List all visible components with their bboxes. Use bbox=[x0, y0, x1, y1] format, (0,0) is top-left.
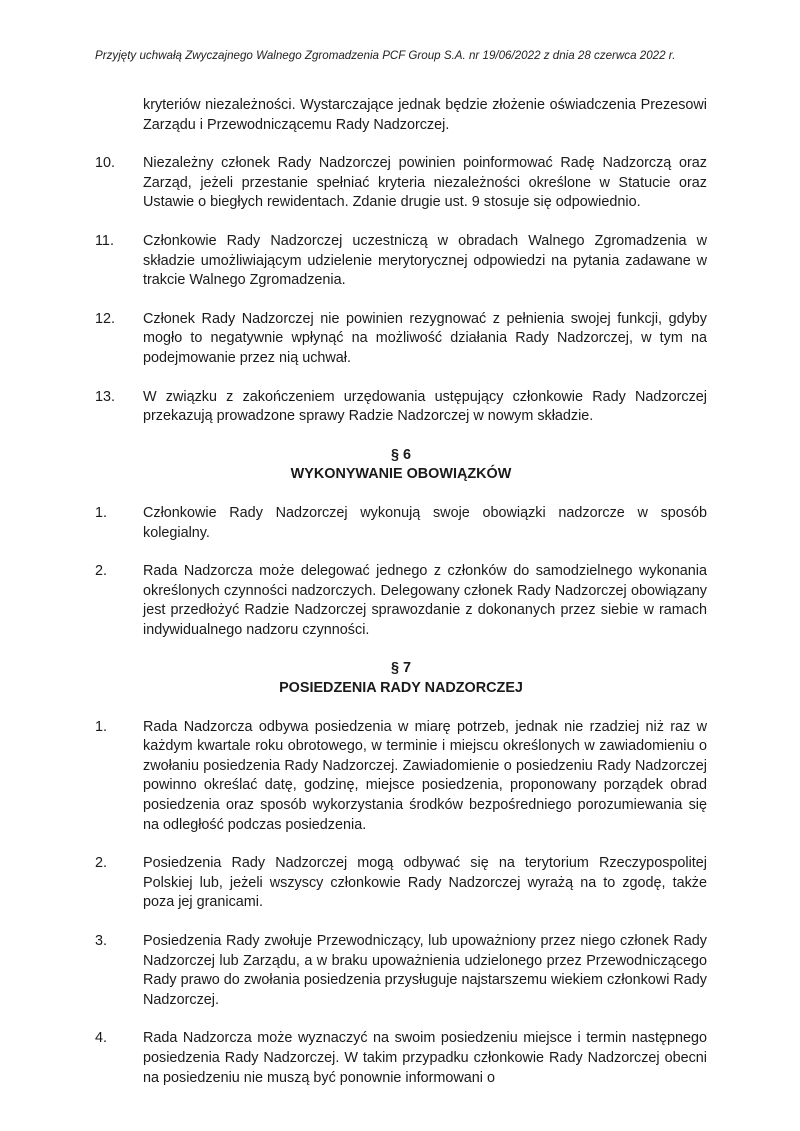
list-item bbox=[95, 154, 707, 213]
document-body bbox=[95, 96, 707, 1107]
item-number: 2. bbox=[95, 855, 108, 872]
item-text: Rada Nadzorcza może wyznaczyć na swoim posiedzeniu miejsce i termin następnego posiedzenia Rady Nadzorczej. W takim przypadku członkowie Rady Nadzorczej obecni na posiedzeniu nie muszą być ponownie informowani o bbox=[143, 1030, 707, 1086]
item-number: 1. bbox=[95, 718, 108, 735]
item-number: 2. bbox=[95, 563, 108, 580]
section-title: POSIEDZENIA RADY NADZORCZEJ bbox=[279, 680, 523, 697]
item-text: Rada Nadzorcza może delegować jednego z członków do samodzielnego wykonania określonych czynności nadzorczych. Delegowany członek Rady Nadzorczej obowiązany jest przedłożyć Radzie Nadzorczej sprawozdanie z dokonanych przez siebie w ramach indywidualnego nadzoru czynności. bbox=[143, 563, 707, 638]
list-item bbox=[95, 504, 707, 543]
list-item bbox=[95, 932, 707, 1010]
item-text: Członek Rady Nadzorczej nie powinien rezygnować z pełnienia swojej funkcji, gdyby mogło to negatywnie wpłynąć na możliwość działania Rady Nadzorczej, w tym na podejmowanie przez nią uchwał. bbox=[143, 310, 707, 366]
item-number: 3. bbox=[95, 933, 108, 949]
list-item bbox=[95, 388, 707, 427]
list-item bbox=[95, 854, 707, 913]
item-number: 10. bbox=[95, 155, 116, 172]
item-text: Członkowie Rady Nadzorczej uczestniczą w obradach Walnego Zgromadzenia w składzie umożliwiającym udzielenie merytorycznej odpowiedzi na pytania zadawane w trakcie Walnego Zgromadzenia. bbox=[143, 232, 707, 289]
item-number: 13. bbox=[95, 388, 116, 405]
section-title: WYKONYWANIE OBOWIĄZKÓW bbox=[290, 466, 512, 483]
item-text: Członkowie Rady Nadzorczej wykonują swoje obowiązki nadzorcze w sposób kolegialny. bbox=[143, 504, 707, 541]
list-item bbox=[95, 310, 707, 369]
list-item bbox=[95, 232, 707, 291]
page-header: Przyjęty uchwałą Zwyczajnego Walnego Zgromadzenia PCF Group S.A. nr 19/06/2022 z dnia 28 czerwca 2022 r. bbox=[95, 49, 676, 62]
section-number: § 6 bbox=[390, 446, 411, 463]
item-text: Posiedzenia Rady Nadzorczej mogą odbywać się na terytorium Rzeczypospolitej Polskiej lub, jeżeli wszyscy członkowie Rady Nadzorczej wyrażą na to zgodę, także poza jej granicami. bbox=[143, 855, 707, 911]
item-number: 12. bbox=[95, 310, 116, 327]
item-text: Rada Nadzorcza odbywa posiedzenia w miarę potrzeb, jednak nie rzadziej niż raz w każdym kwartale roku obrotowego, w terminie i miejscu określonych w zawiadomieniu o zwołaniu posiedzenia Rady Nadzorczej. Zawiadomienie o posiedzeniu Rady Nadzorczej powinno określać datę, godzinę, miejsce posiedzenia, proponowany porządek obrad posiedzenia oraz sposób wykorzystania środków bezpośredniego porozumiewania się na odległość podczas posiedzenia. bbox=[143, 718, 707, 833]
item-number: 4. bbox=[95, 1030, 108, 1047]
item-text: Niezależny członek Rady Nadzorczej powinien poinformować Radę Nadzorczą oraz Zarząd, jeżeli przestanie spełniać kryteria niezależności określone w Statucie oraz Ustawie o biegłych rewidentach. Zdanie drugie ust. 9 stosuje się odpowiednio. bbox=[143, 155, 707, 211]
section-number: § 7 bbox=[390, 660, 411, 677]
continuation-paragraph: kryteriów niezależności. Wystarczające jednak będzie złożenie oświadczenia Prezesowi Zarządu i Przewodniczącemu Rady Nadzorczej. bbox=[143, 97, 707, 133]
list-item bbox=[95, 718, 707, 836]
section-heading-6 bbox=[95, 446, 707, 485]
item-number: 11. bbox=[95, 232, 114, 249]
list-item bbox=[95, 562, 707, 640]
item-text: W związku z zakończeniem urzędowania ustępujący członkowie Rady Nadzorczej przekazują prowadzone sprawy Radzie Nadzorczej w nowym składzie. bbox=[143, 388, 707, 425]
item-number: 1. bbox=[95, 504, 108, 521]
item-text: Posiedzenia Rady zwołuje Przewodniczący, lub upoważniony przez niego członek Rady Nadzorczej lub Zarządu, a w braku upoważnienia udzielonego przez Przewodniczącego Rady prawo do zwołania posiedzenia przysługuje najstarszemu wiekiem członkowi Rady Nadzorczej. bbox=[143, 933, 707, 1008]
list-item bbox=[95, 1029, 707, 1088]
section-heading-7 bbox=[95, 659, 707, 698]
